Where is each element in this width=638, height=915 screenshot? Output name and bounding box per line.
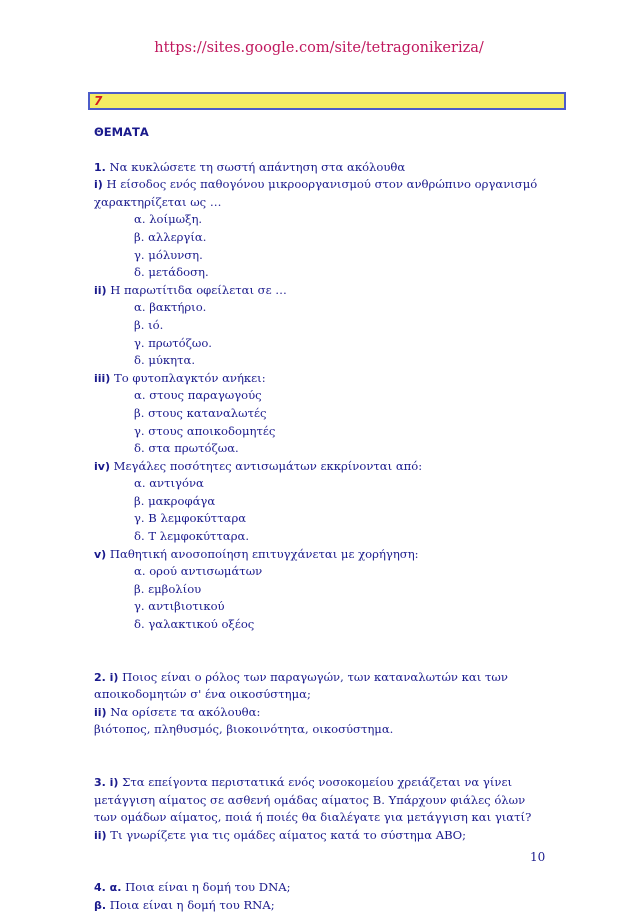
option: γ. αντιβιοτικού — [134, 599, 225, 614]
sub-label: iii) — [94, 371, 111, 385]
question-text: Να κυκλώσετε τη σωστή απάντηση στα ακόλουθα — [105, 159, 406, 174]
sub-label: iv) — [94, 459, 110, 473]
question-text: των ομάδων αίματος, ποιά ή ποιές θα διαλέγατε για μετάγγιση και γιατί? — [94, 810, 532, 825]
sub-label: ii) — [94, 705, 107, 719]
question-text: Στα επείγοντα περιστατικά ενός νοσοκομείου χρειάζεται να γίνει — [118, 775, 512, 789]
option: α. αντιγόνα — [134, 476, 204, 491]
option: β. αλλεργία. — [134, 229, 207, 244]
question-1-intro — [94, 159, 564, 177]
option: δ. στα πρωτόζωα. — [134, 441, 239, 456]
option: δ. γαλακτικού οξέος — [134, 617, 255, 632]
terms-list: βιότοπος, πληθυσμός, βιοκοινότητα, οικοσύστημα. — [94, 722, 394, 737]
sub-label: i) — [94, 178, 103, 192]
question-text: Ποια είναι η δομή του DNA; — [121, 880, 291, 895]
option: α. λοίμωξη. — [134, 212, 203, 227]
option: β. στους καταναλωτές — [134, 405, 267, 420]
question-2 — [94, 669, 564, 739]
sub-text: Η παρωτίτιδα οφείλεται σε … — [106, 282, 287, 297]
sub-label: v) — [94, 547, 107, 561]
option: γ. στους αποικοδομητές — [134, 423, 276, 438]
option: α. ορού αντισωμάτων — [134, 564, 263, 579]
q1-sub-i — [94, 176, 564, 282]
sub-text: Ποια είναι η δομή του RNA; — [106, 897, 275, 912]
option: γ. πρωτόζωο. — [134, 335, 212, 350]
page-number: 10 — [530, 850, 546, 864]
option: α. βακτήριο. — [134, 300, 207, 315]
option: β. εμβολίου — [134, 581, 202, 596]
question-number: 4. α. — [94, 881, 122, 895]
option: δ. Τ λεμφοκύτταρα. — [134, 529, 250, 544]
sub-text: Τι γνωρίζετε για τις ομάδες αίματος κατά το σύστημα ΑΒΟ; — [106, 827, 467, 842]
sub-text: Να ορίσετε τα ακόλουθα: — [106, 704, 261, 719]
sub-label: ii) — [94, 283, 107, 297]
option: γ. μόλυνση. — [134, 247, 203, 262]
q1-sub-ii — [94, 282, 564, 370]
option: β. ιό. — [134, 317, 164, 332]
sub-label: β. — [94, 898, 107, 912]
option: δ. μετάδοση. — [134, 265, 209, 280]
sub-text: Το φυτοπλαγκτόν ανήκει: — [110, 370, 266, 385]
q1-sub-v — [94, 546, 564, 634]
option: β. μακροφάγα — [134, 493, 216, 508]
sub-text: Παθητική ανοσοποίηση επιτυγχάνεται με χορήγηση: — [106, 546, 419, 561]
sub-text: χαρακτηρίζεται ως … — [94, 194, 222, 209]
q1-sub-iii — [94, 370, 564, 458]
option: α. στους παραγωγούς — [134, 388, 262, 403]
question-4 — [94, 879, 564, 914]
option: δ. μύκητα. — [134, 353, 196, 368]
q1-sub-iv — [94, 458, 564, 546]
question-number: 1. — [94, 160, 106, 174]
section-number: 7 — [94, 94, 103, 108]
section-banner — [88, 92, 566, 110]
header-url[interactable]: https://sites.google.com/site/tetragonikeriza/ — [154, 40, 484, 56]
question-3 — [94, 774, 564, 844]
sub-text: Η είσοδος ενός παθογόνου μικροοργανισμού στον ανθρώπινο οργανισμό — [102, 177, 538, 192]
question-number: 2. i) — [94, 670, 119, 684]
sub-text: Μεγάλες ποσότητες αντισωμάτων εκκρίνονται από: — [109, 458, 423, 473]
page-title: ΘΕΜΑΤΑ — [94, 125, 149, 139]
option: γ. Β λεμφοκύτταρα — [134, 511, 247, 526]
sub-label: ii) — [94, 828, 107, 842]
question-text: αποικοδομητών σ' ένα οικοσύστημα; — [94, 687, 311, 702]
document-body — [94, 124, 564, 915]
question-number: 3. i) — [94, 776, 119, 789]
question-text: μετάγγιση αίματος σε ασθενή ομάδας αίματος Β. Υπάρχουν φιάλες όλων — [94, 792, 526, 807]
question-text: Ποιος είναι ο ρόλος των παραγωγών, των καταναλωτών και των — [118, 669, 508, 684]
